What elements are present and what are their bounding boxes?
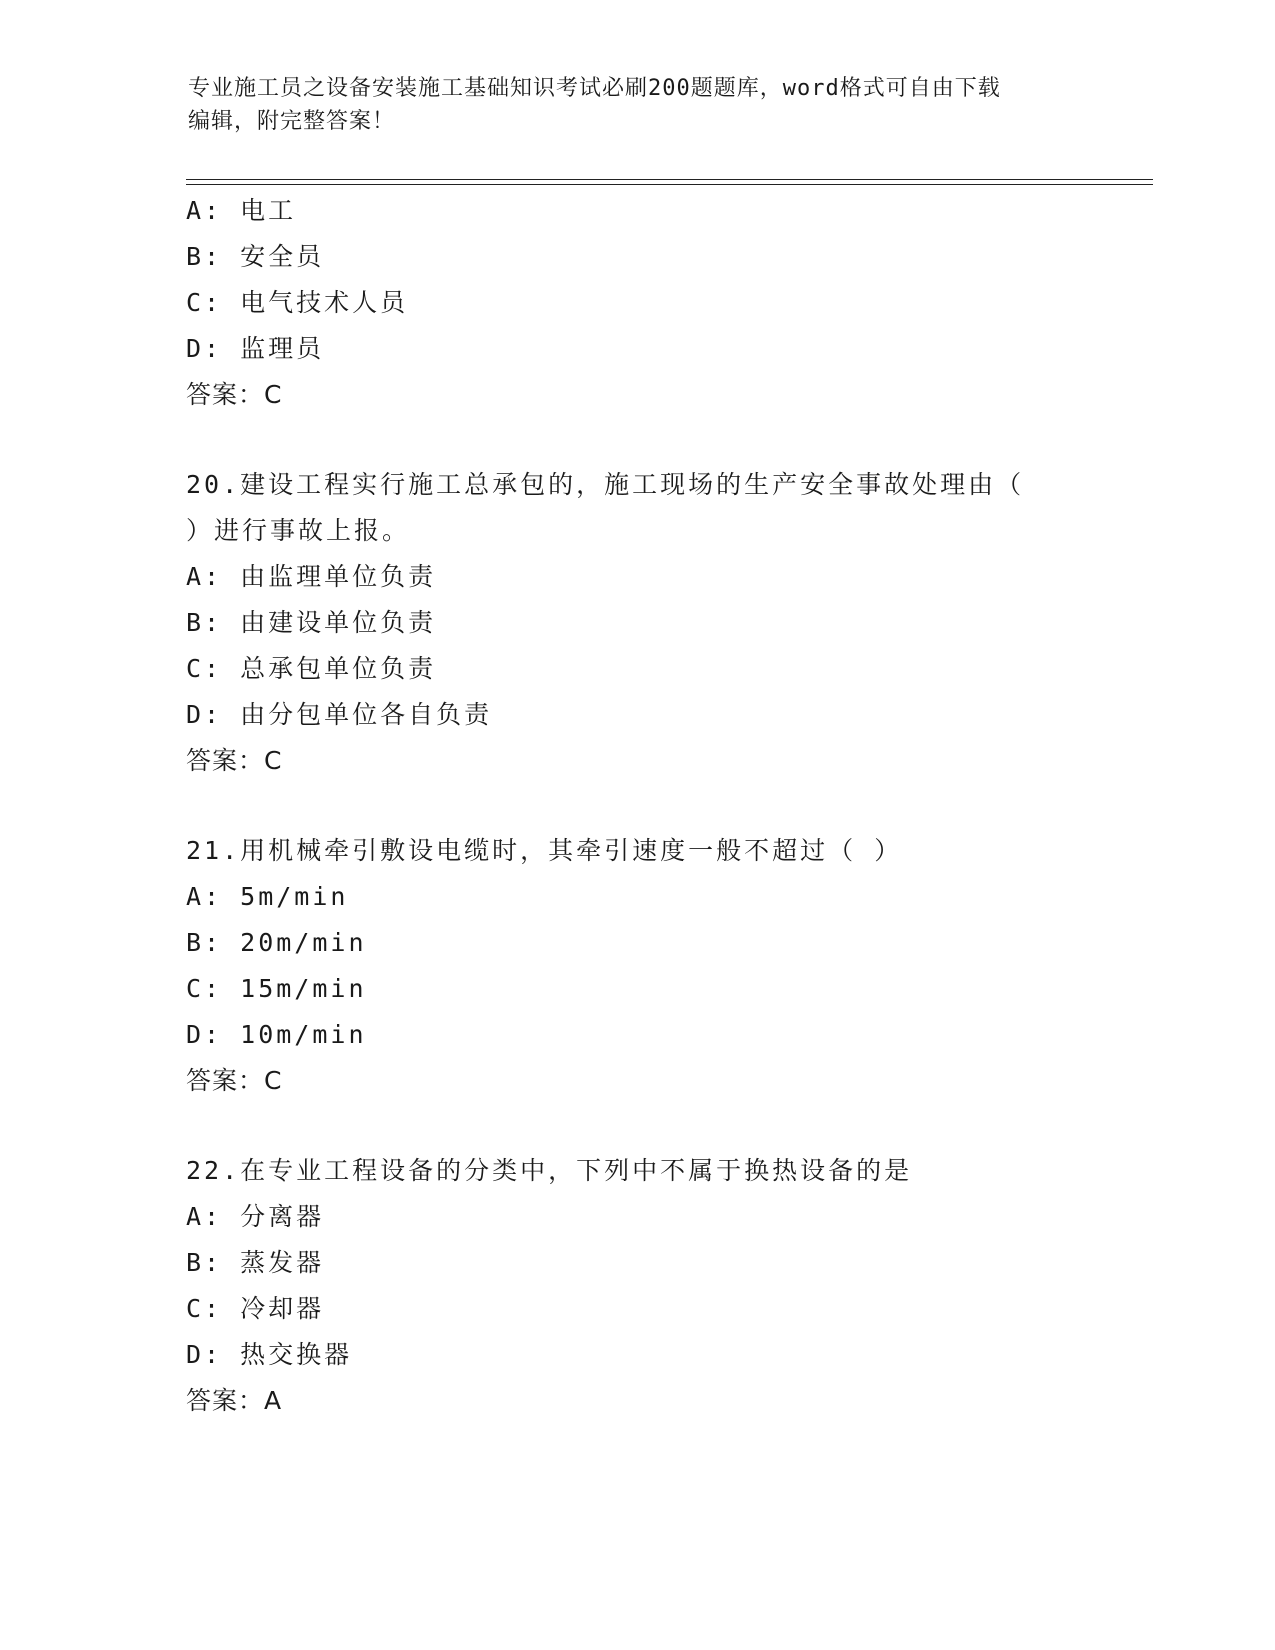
option-d: D: 监理员: [186, 334, 325, 363]
spacer: [186, 784, 1146, 828]
option-c: C: 15m/min: [186, 974, 367, 1003]
option-b: B: 由建设单位负责: [186, 608, 437, 637]
document-header: [188, 72, 1088, 138]
option-d: D: 10m/min: [186, 1020, 367, 1049]
answer: 答案：C: [186, 380, 283, 409]
option-b: B: 蒸发器: [186, 1248, 325, 1277]
question-text-line-2: ）进行事故上报。: [186, 516, 411, 545]
question-21: [186, 828, 1146, 1104]
question-19: [186, 188, 1146, 418]
spacer: [186, 1104, 1146, 1148]
option-c: C: 总承包单位负责: [186, 654, 437, 683]
answer: 答案：C: [186, 746, 283, 775]
header-divider-bottom: [186, 184, 1153, 185]
option-a: A: 电工: [186, 196, 297, 225]
question-text-line-1: 20.建设工程实行施工总承包的，施工现场的生产安全事故处理由（: [186, 470, 1025, 499]
question-22: [186, 1148, 1146, 1424]
question-list: [186, 188, 1146, 1424]
header-divider-top: [186, 179, 1153, 180]
answer: 答案：C: [186, 1066, 283, 1095]
option-d: D: 热交换器: [186, 1340, 353, 1369]
option-b: B: 安全员: [186, 242, 325, 271]
option-b: B: 20m/min: [186, 928, 367, 957]
question-text: 21.用机械牵引敷设电缆时，其牵引速度一般不超过（ ）: [186, 836, 903, 865]
question-20: [186, 462, 1146, 784]
option-a: A: 由监理单位负责: [186, 562, 437, 591]
question-text: 22.在专业工程设备的分类中，下列中不属于换热设备的是: [186, 1156, 913, 1185]
option-c: C: 冷却器: [186, 1294, 325, 1323]
spacer: [186, 418, 1146, 462]
option-c: C: 电气技术人员: [186, 288, 409, 317]
option-a: A: 分离器: [186, 1202, 325, 1231]
option-a: A: 5m/min: [186, 882, 349, 911]
option-d: D: 由分包单位各自负责: [186, 700, 493, 729]
answer: 答案：A: [186, 1386, 283, 1415]
header-title-line-1: 专业施工员之设备安装施工基础知识考试必刷200题题库，word格式可自由下载: [188, 76, 1001, 101]
header-title-line-2: 编辑，附完整答案！: [188, 109, 396, 134]
